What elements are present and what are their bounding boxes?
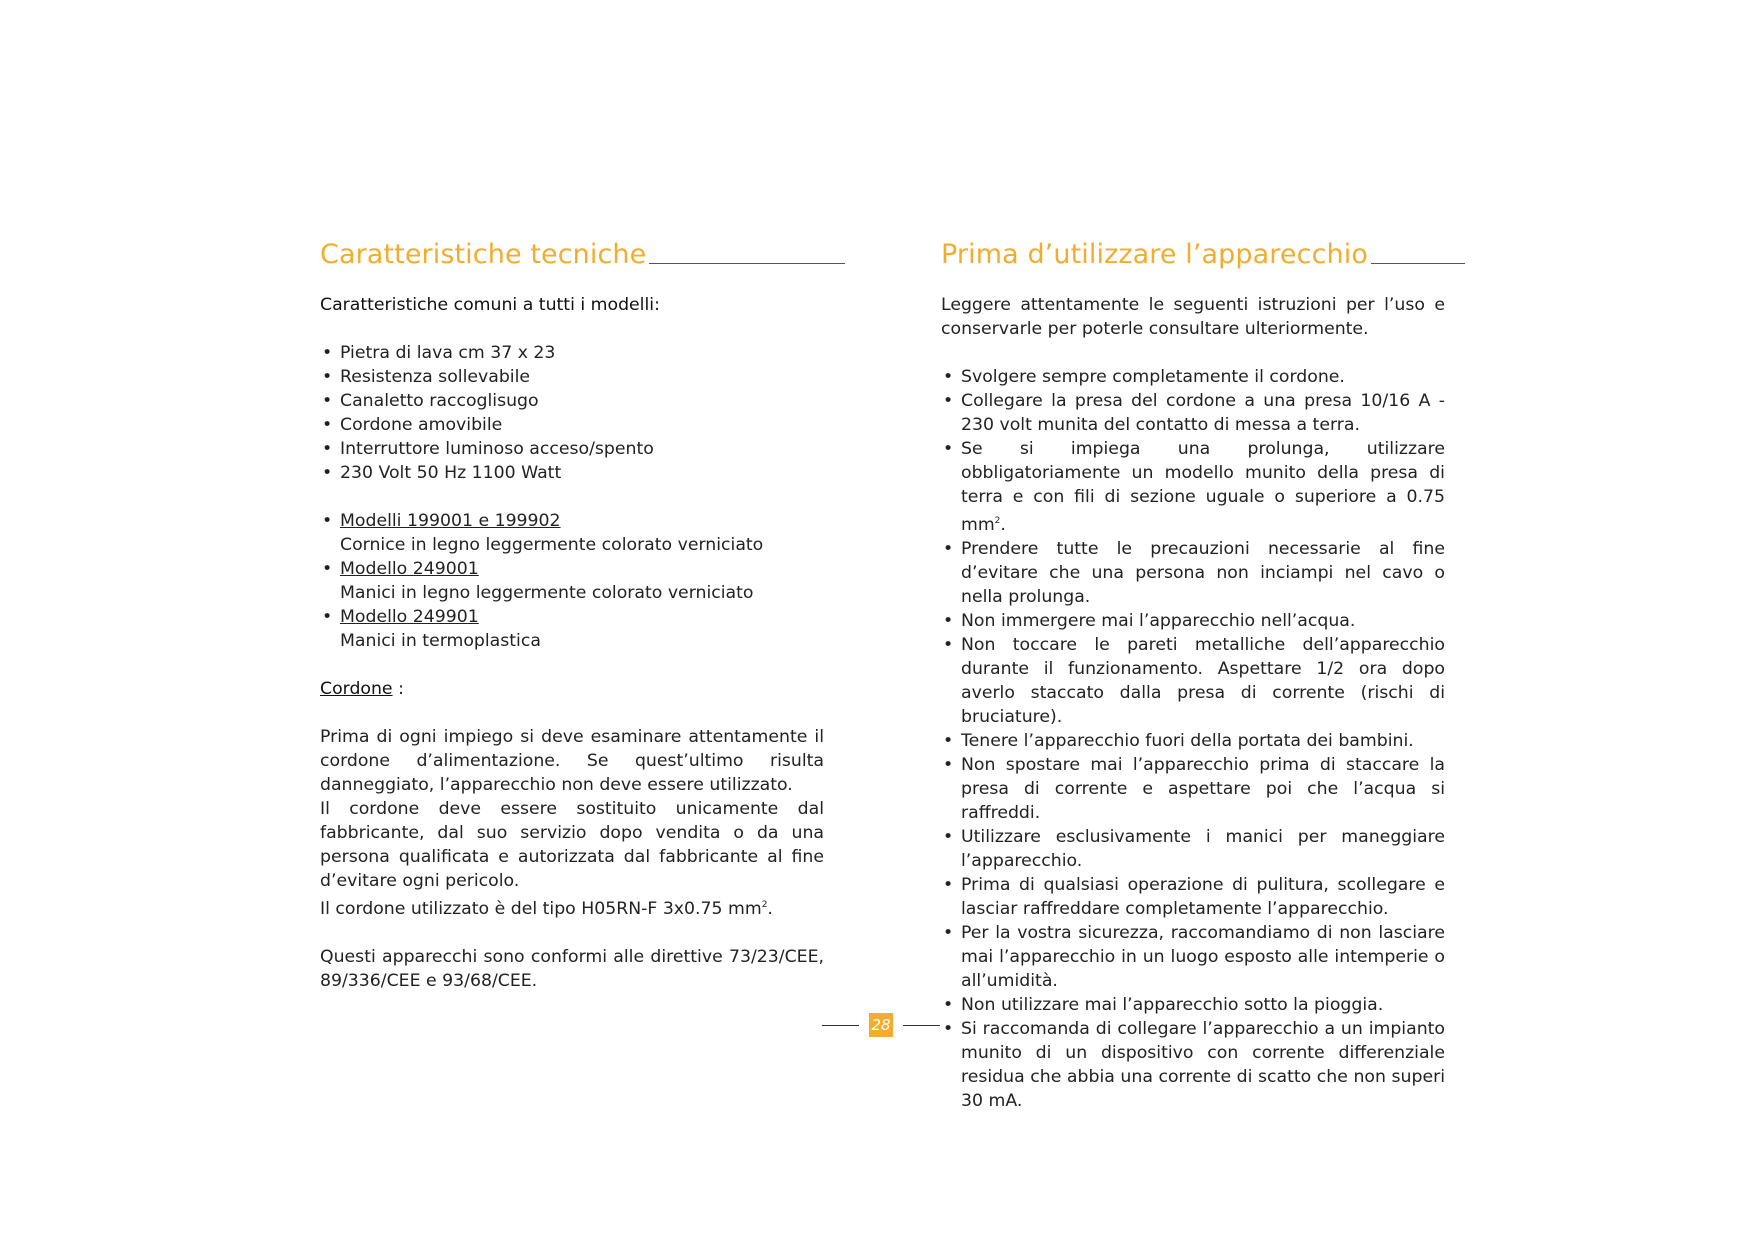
cordone-heading: Cordone :: [320, 679, 404, 699]
model-name: Modello 249001: [340, 559, 479, 579]
safety-list: [941, 365, 1445, 1113]
list-item: • Per la vostra sicurezza, raccomandiamo di non lasciare mai l’apparecchio in un luogo esposto alle intemperie o all’umidità.: [941, 921, 1445, 993]
page-number: 28: [869, 1013, 893, 1037]
heading-rule: [649, 263, 845, 264]
model-item: [320, 557, 824, 605]
list-item: • Si raccomanda di collegare l’apparecchio a un impianto munito di un dispositivo con corrente differenziale residua che abbia una corrente di scatto che non superi 30 mA.: [941, 1017, 1445, 1113]
model-name: Modello 249901: [340, 607, 479, 627]
list-item: • Cordone amovibile: [320, 413, 824, 437]
list-item: • Prendere tutte le precauzioni necessarie al fine d’evitare che una persona non inciampi nel cavo o nella prolunga.: [941, 537, 1445, 609]
model-item: [320, 605, 824, 653]
list-item: • Non immergere mai l’apparecchio nell’acqua.: [941, 609, 1445, 633]
list-item: • Pietra di lava cm 37 x 23: [320, 341, 824, 365]
footer-rule-right: [903, 1025, 940, 1026]
section-heading-before-use: Prima d’utilizzare l’apparecchio: [941, 228, 1445, 270]
list-item: • Non toccare le pareti metalliche dell’apparecchio durante il funzionamento. Aspettare 1/2 ora dopo averlo staccato dalla presa di corrente (rischi di bruciature).: [941, 633, 1445, 729]
features-list: [320, 341, 824, 485]
page-number-footer: [822, 1013, 940, 1037]
models-list: [320, 509, 824, 653]
model-description: Manici in legno leggermente colorato verniciato: [340, 583, 754, 603]
left-column: [320, 228, 824, 993]
list-item: • Canaletto raccoglisugo: [320, 389, 824, 413]
list-item: • Svolgere sempre completamente il cordone.: [941, 365, 1445, 389]
cordone-paragraph: Prima di ogni impiego si deve esaminare attentamente il cordone d’alimentazione. Se quest’ultimo risulta danneggiato, l’apparecchio non deve essere utilizzato. Il cordone deve essere sostituito unicamente dal fabbricante, dal suo servizio dopo vendita o da una persona qualificata e autorizzata dal fabbricante al fine d’evitare ogni pericolo. Il cordone utilizzato è del tipo H05RN-F 3x0.75 $mm^2$.: [320, 727, 824, 919]
heading-rule: [1371, 263, 1465, 264]
common-features-subheading: Caratteristiche comuni a tutti i modelli:: [320, 295, 660, 315]
section-heading-technical: Caratteristiche tecniche: [320, 228, 824, 270]
list-item: • Tenere l’apparecchio fuori della portata dei bambini.: [941, 729, 1445, 753]
list-item: • Non spostare mai l’apparecchio prima di staccare la presa di corrente e aspettare poi che l’acqua si raffreddi.: [941, 753, 1445, 825]
list-item: • Collegare la presa del cordone a una presa 10/16 A - 230 volt munita del contatto di messa a terra.: [941, 389, 1445, 437]
list-item: • Se si impiega una prolunga, utilizzare obbligatoriamente un modello munito della presa di terra e con fili di sezione uguale o superiore a 0.75 $mm^2$.: [941, 437, 1445, 537]
directives-paragraph: Questi apparecchi sono conformi alle direttive 73/23/CEE, 89/336/CEE e 93/68/CEE.: [320, 946, 824, 991]
list-item: • Prima di qualsiasi operazione di pulitura, scollegare e lasciar raffreddare completamente l’apparecchio.: [941, 873, 1445, 921]
list-item: • Utilizzare esclusivamente i manici per maneggiare l’apparecchio.: [941, 825, 1445, 873]
intro-paragraph: Leggere attentamente le seguenti istruzioni per l’uso e conservarle per poterle consultare ulteriormente.: [941, 295, 1445, 339]
list-item: • Non utilizzare mai l’apparecchio sotto la pioggia.: [941, 993, 1445, 1017]
model-description: Manici in termoplastica: [340, 631, 541, 651]
list-item: • 230 Volt 50 Hz 1100 Watt: [320, 461, 824, 485]
right-column: [941, 228, 1445, 1113]
model-item: [320, 509, 824, 557]
model-name: Modelli 199001 e 199902: [340, 511, 561, 531]
list-item: • Interruttore luminoso acceso/spento: [320, 437, 824, 461]
model-description: Cornice in legno leggermente colorato verniciato: [340, 535, 764, 555]
list-item: • Resistenza sollevabile: [320, 365, 824, 389]
footer-rule-left: [822, 1025, 859, 1026]
